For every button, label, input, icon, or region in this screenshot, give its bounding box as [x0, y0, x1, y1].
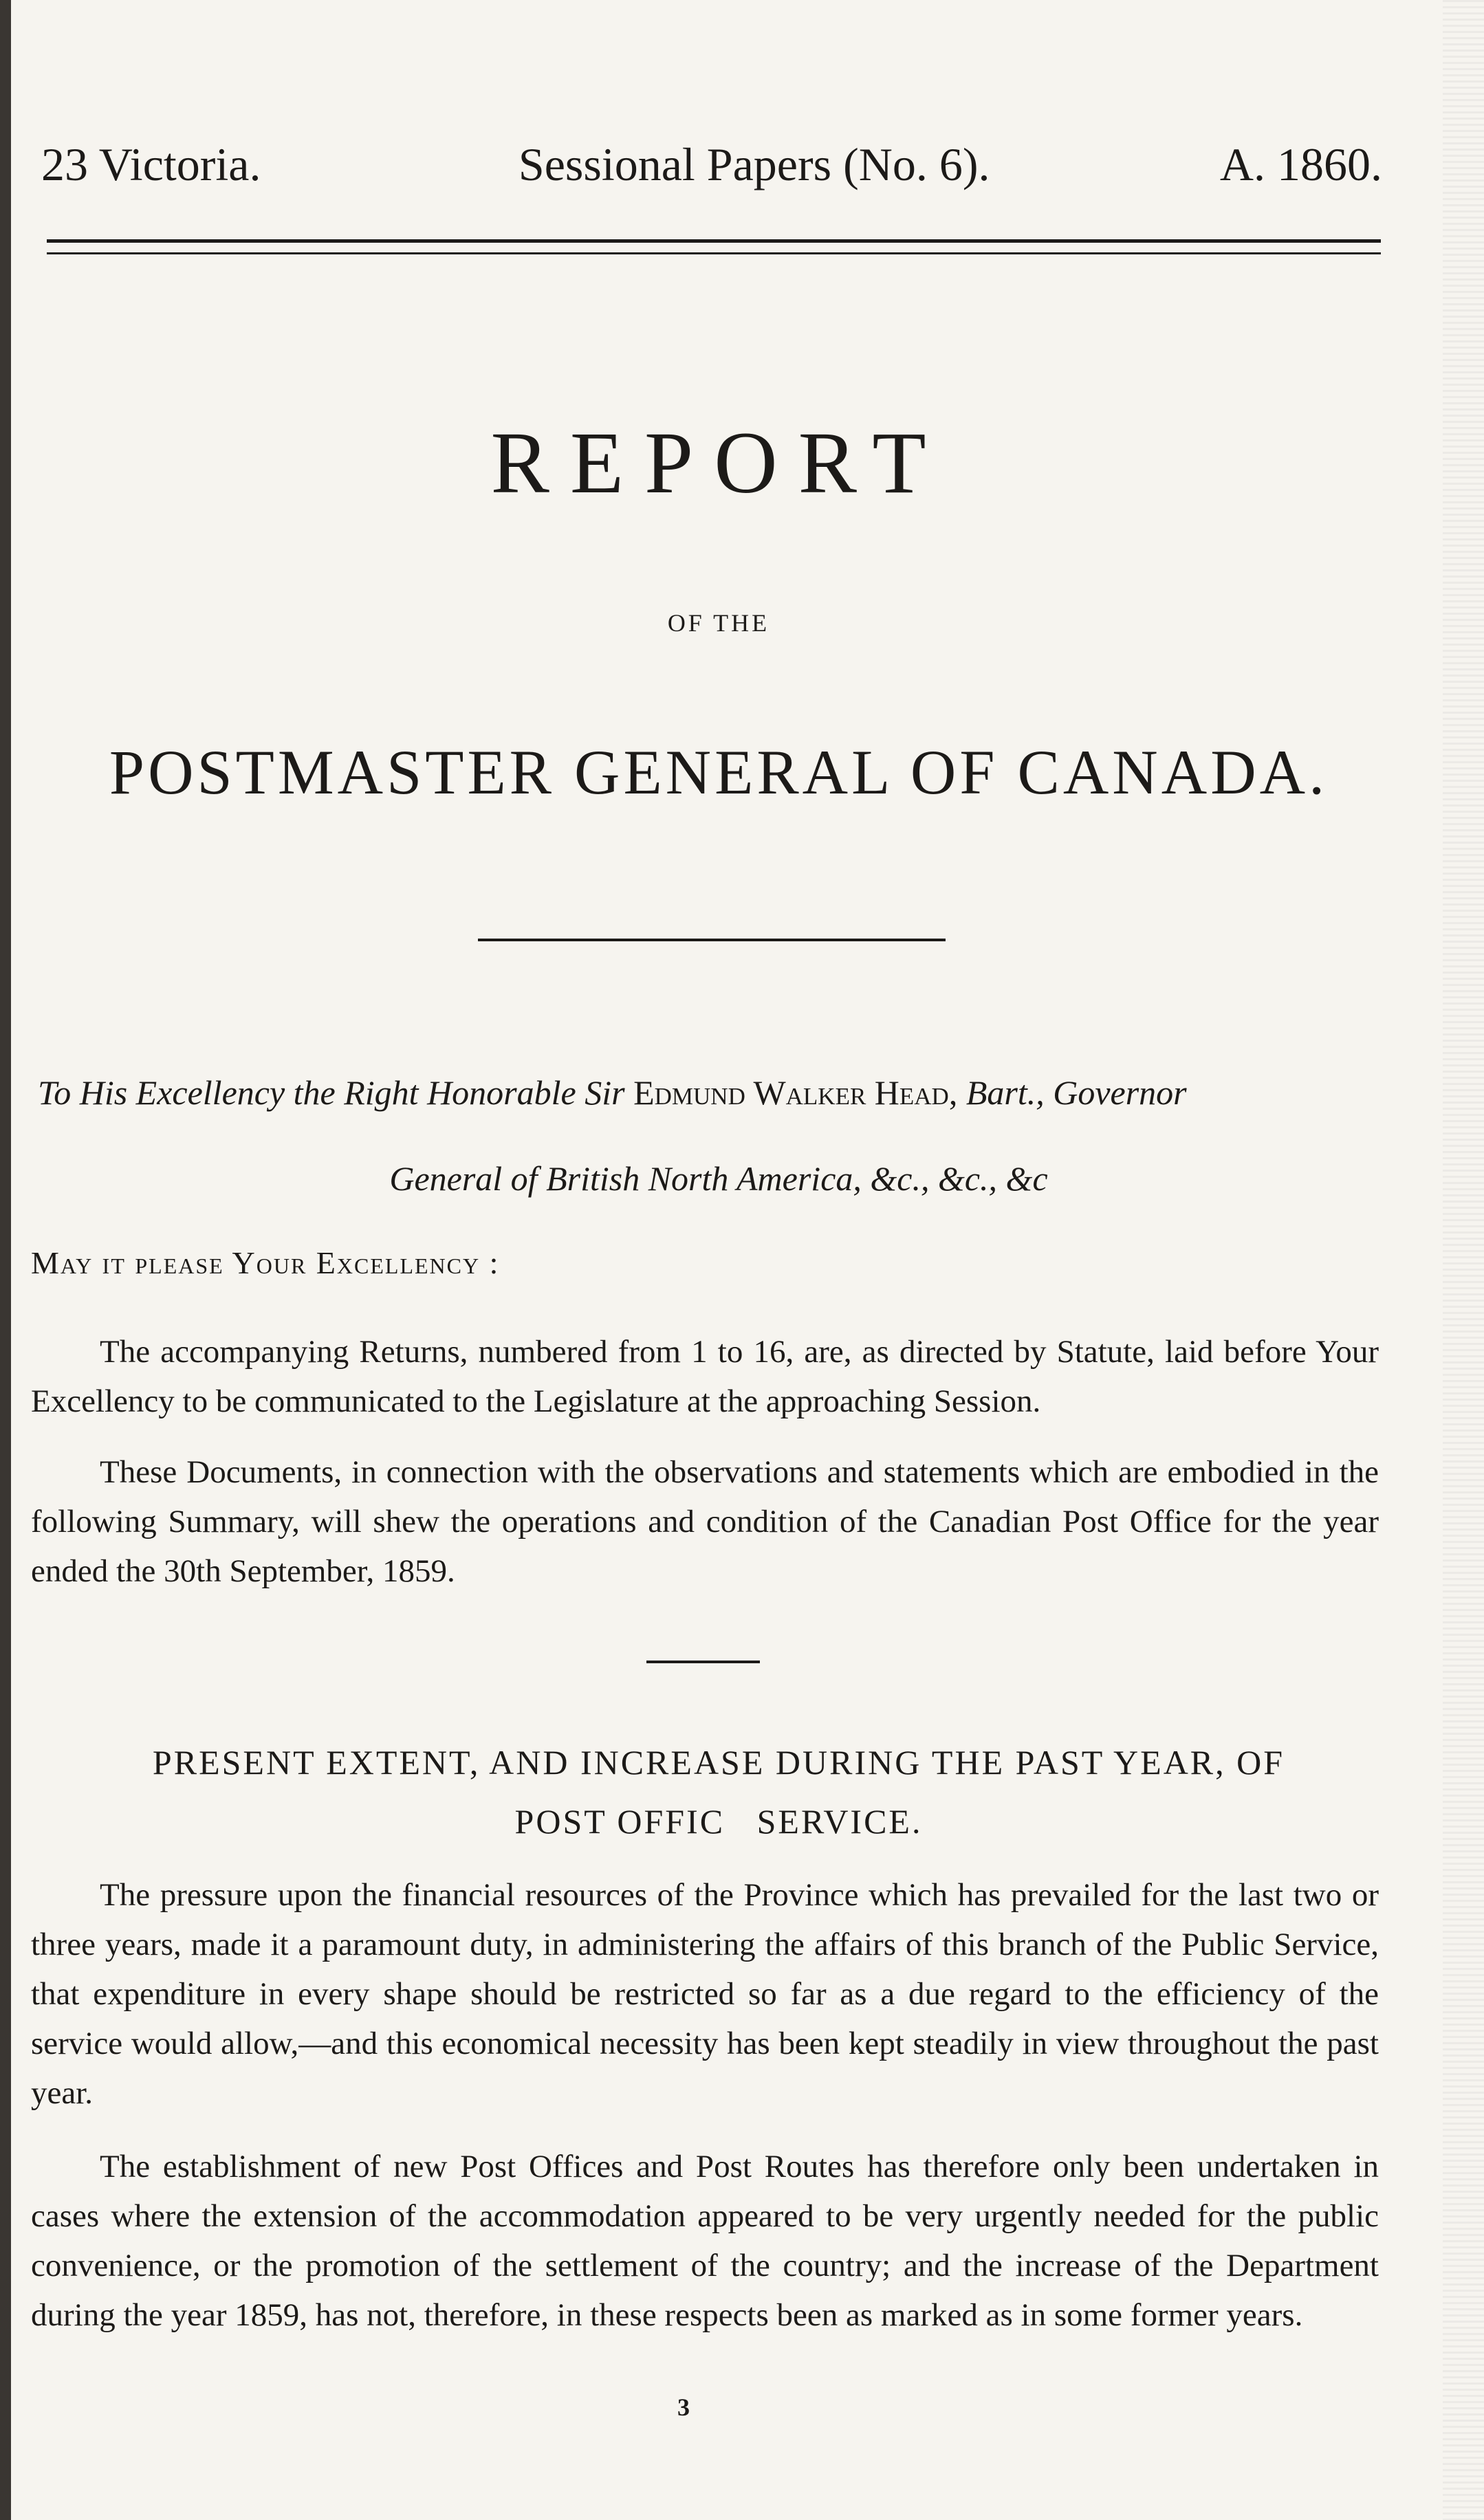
address-prefix: To His Excellency the Right Honorable Sir: [38, 1073, 625, 1112]
section-heading: [0, 1733, 1437, 1851]
salutation: May it please Your Excellency :: [31, 1245, 500, 1280]
section-paragraph-1: The pressure upon the financial resources of the Province which has prevailed for the last two or three years, made it a paramount duty, in administering the affairs of this branch of the Public Service, that expenditure in every shape should be restricted so far as a due regard to the efficiency of the service would allow,—and this economical necessity has been kept steadily in view throughout the past year.: [31, 1877, 1379, 2111]
page-number: 3: [677, 2393, 690, 2421]
intro-paragraph-2: These Documents, in connection with the observations and statements which are embodied in the following Summary, will shew the operations and condition of the Canadian Post Office for the year ended the 30th September, 1859.: [31, 1454, 1379, 1589]
intro-paragraph-1: The accompanying Returns, numbered from 1 to 16, are, as directed by Statute, laid before Your Excellency to be communicated to the Legislature at the approaching Session.: [31, 1334, 1379, 1419]
scan-edge-noise: [1443, 0, 1484, 2520]
running-header: [41, 138, 1382, 199]
of-the-label: OF THE: [667, 609, 770, 637]
section-heading-line-2: POST OFFIC SERVICE.: [514, 1802, 923, 1841]
header-center: Sessional Papers (No. 6).: [518, 138, 990, 190]
header-double-rule: [47, 239, 1381, 254]
section-heading-line-1: PRESENT EXTENT, AND INCREASE DURING THE PAST YEAR, OF: [152, 1743, 1285, 1782]
section-paragraph-2: The establishment of new Post Offices and Post Routes has therefore only been undertaken in cases where the extension of the accommodation appeared to be very urgently needed for the public convenience, or the promotion of the settlement of the country; and the increase of the Department during the year 1859, has not, therefore, in these respects been as marked as in some former years.: [31, 2149, 1379, 2333]
header-left: 23 Victoria.: [41, 138, 261, 190]
title-rule: [478, 939, 946, 941]
address-line-2: General of British North America, &c., &c., &c: [389, 1159, 1048, 1198]
report-subtitle: POSTMASTER GENERAL OF CANADA.: [109, 737, 1329, 807]
address-suffix: Bart., Governor: [965, 1073, 1187, 1112]
address-line-1: [38, 1073, 1386, 1113]
header-right: A. 1860.: [1219, 138, 1382, 190]
report-title: REPORT: [490, 414, 947, 512]
section-divider: [646, 1661, 760, 1663]
address-name: Edmund Walker Head,: [633, 1073, 958, 1112]
scan-binding-edge: [0, 0, 11, 2520]
